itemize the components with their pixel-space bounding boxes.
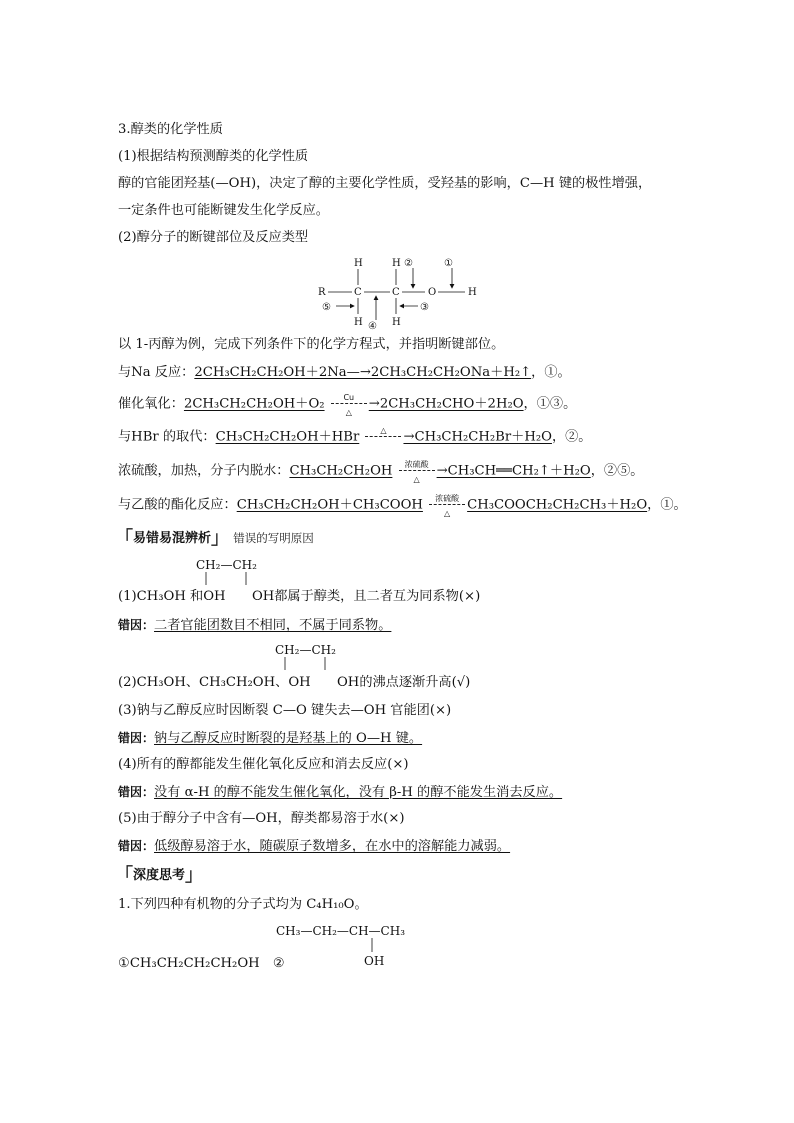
reaction-ox-condition [329,393,369,417]
reaction-hbr-condition [363,428,403,446]
reaction-dehydration [118,460,644,484]
reaction-hbr-site: ，②。 [551,429,592,445]
answer-1 [118,616,391,635]
reaction-deh-left: CH₃CH₂CH₂OH [289,463,393,479]
thinking-tag: 深度思考 [133,868,186,883]
thinking-item-1: ①CH₃CH₂CH₂CH₂OH ② [118,956,285,971]
cause-label: 错因： [118,618,155,632]
atom-H-c2-top: H [392,258,401,269]
reaction-est-left: CH₃CH₂CH₂OH＋CH₃COOH [236,497,423,513]
cause-label: 错因： [118,731,155,745]
reaction-ox-left: 2CH₃CH₂CH₂OH＋O₂ [183,396,325,412]
reaction-est-condition [427,494,467,518]
reaction-na-equation: 2CH₃CH₂CH₂OH＋2Na—→2CH₃CH₂CH₂ONa＋H₂↑ [194,365,532,380]
bond-cleavage-diagram [300,252,500,332]
reaction-est-label: 与乙酸的酯化反应： [118,497,237,513]
condition-top: 浓硫酸 [404,460,429,469]
thinking-header: 「深度思考」 [115,865,204,886]
reaction-ox-label: 催化氧化： [118,396,184,412]
butanol-structure: CH₃—CH₂—CH—CH₃ [276,924,406,938]
glycol-oh-right: OH [337,675,360,690]
condition-bottom: △ [444,509,451,518]
subsection-title-2: (2)醇分子的断键部位及反应类型 [118,230,309,245]
question-2-suffix: 的沸点逐渐升高(√) [359,675,471,690]
subsection-title-1: (1)根据结构预测醇类的化学性质 [118,149,309,164]
reaction-est-site: ，①。 [647,497,687,513]
reaction-deh-condition [397,460,437,484]
question-2-prefix: (2)CH₃OH、CH₃CH₂OH、 [118,675,289,690]
question-5: (5)由于醇分子中含有—OH，醇类都易溶于水(×) [118,811,405,826]
question-1 [118,588,480,606]
glycol-oh-left: OH [203,589,226,604]
condition-bottom: △ [413,475,420,484]
butanol-bond [276,938,396,954]
answer-3 [118,729,422,748]
answer-4 [118,783,562,802]
condition-top: △ [380,426,387,435]
answer-4-text: 没有 α-H 的醇不能发生催化氧化，没有 β-H 的醇不能发生消去反应。 [154,785,563,800]
reaction-na-site: ，①。 [531,365,571,380]
question-4: (4)所有的醇都能发生催化氧化反应和消去反应(×) [118,757,409,772]
atom-H-c1-bottom: H [354,317,363,328]
question-1-suffix: 都属于醇类，且二者互为同系物(×) [274,589,481,604]
reaction-hbr-left: CH₃CH₂CH₂OH＋HBr [215,429,360,445]
atom-H-end: H [468,287,477,298]
glycol-structure-1: CH₂—CH₂ [196,558,257,572]
reaction-hbr-label: 与HBr 的取代： [118,429,216,445]
reaction-deh-site: ，②⑤。 [590,463,644,479]
reaction-na-label: 与Na 反应： [118,365,195,380]
reaction-na [118,364,571,382]
question-3: (3)钠与乙醇反应时因断裂 C—O 键失去—OH 官能团(×) [118,703,452,718]
intro-line: 以 1-丙醇为例，完成下列条件下的化学方程式，并指明断键部位。 [118,337,505,352]
reaction-hbr [118,428,592,447]
butanol-oh: OH [364,954,385,968]
reaction-deh-label: 浓硫酸，加热，分子内脱水： [118,463,290,479]
reaction-ox-site: ，①③。 [523,396,577,412]
cause-label: 错因： [118,785,155,799]
site-3: ③ [420,302,429,313]
cause-label: 错因： [118,839,155,853]
atom-C1: C [354,287,362,298]
condition-bottom: △ [345,408,352,417]
atom-C2: C [392,287,400,298]
reaction-hbr-right: →CH₃CH₂CH₂Br＋H₂O [403,429,552,445]
glycol-bonds-1 [196,572,276,586]
reaction-deh-right: →CH₃CH══CH₂↑＋H₂O [436,463,591,479]
atom-O: O [428,287,437,298]
answer-1-text: 二者官能团数目不相同，不属于同系物。 [154,618,392,633]
condition-top: Cu [343,393,355,402]
confusion-tag: 易错易混辨析 [133,531,212,546]
glycol-oh-right: OH [251,589,275,604]
reaction-ox-right: →2CH₃CH₂CHO＋2H₂O [368,396,524,412]
question-1-prefix: (1)CH₃OH 和 [118,589,204,604]
condition-top: 浓硫酸 [435,494,460,503]
site-1: ① [444,258,453,269]
question-2 [118,674,470,692]
thinking-question-1: 1.下列四种有机物的分子式均为 C₄H₁₀O。 [118,897,368,912]
paragraph-line-2: 一定条件也可能断键发生化学反应。 [118,203,329,218]
site-5: ⑤ [322,302,331,313]
site-4: ④ [368,321,377,332]
atom-H-c1-top: H [354,258,363,269]
glycol-oh-left: OH [288,675,311,690]
site-2: ② [404,258,413,269]
answer-5 [118,837,510,856]
confusion-tag-sub: 错误的写明原因 [233,531,314,545]
section-title: 3.醇类的化学性质 [118,122,223,137]
paragraph-line-1: 醇的官能团羟基(—OH)，决定了醇的主要化学性质，受羟基的影响，C—H 键的极性增强， [118,176,652,191]
atom-R: R [318,287,326,298]
confusion-header: 「易错易混辨析」 错误的写明原因 [115,528,314,549]
glycol-structure-2: CH₂—CH₂ [275,643,336,657]
reaction-est-right: CH₃COOCH₂CH₂CH₃＋H₂O [467,497,648,513]
glycol-bonds-2 [275,657,355,671]
reaction-oxidation [118,393,577,417]
atom-H-c2-bottom: H [392,317,401,328]
answer-5-text: 低级醇易溶于水，随碳原子数增多，在水中的溶解能力减弱。 [154,839,511,854]
reaction-esterification [118,494,687,518]
answer-3-text: 钠与乙醇反应时断裂的是羟基上的 O—H 键。 [154,731,423,746]
